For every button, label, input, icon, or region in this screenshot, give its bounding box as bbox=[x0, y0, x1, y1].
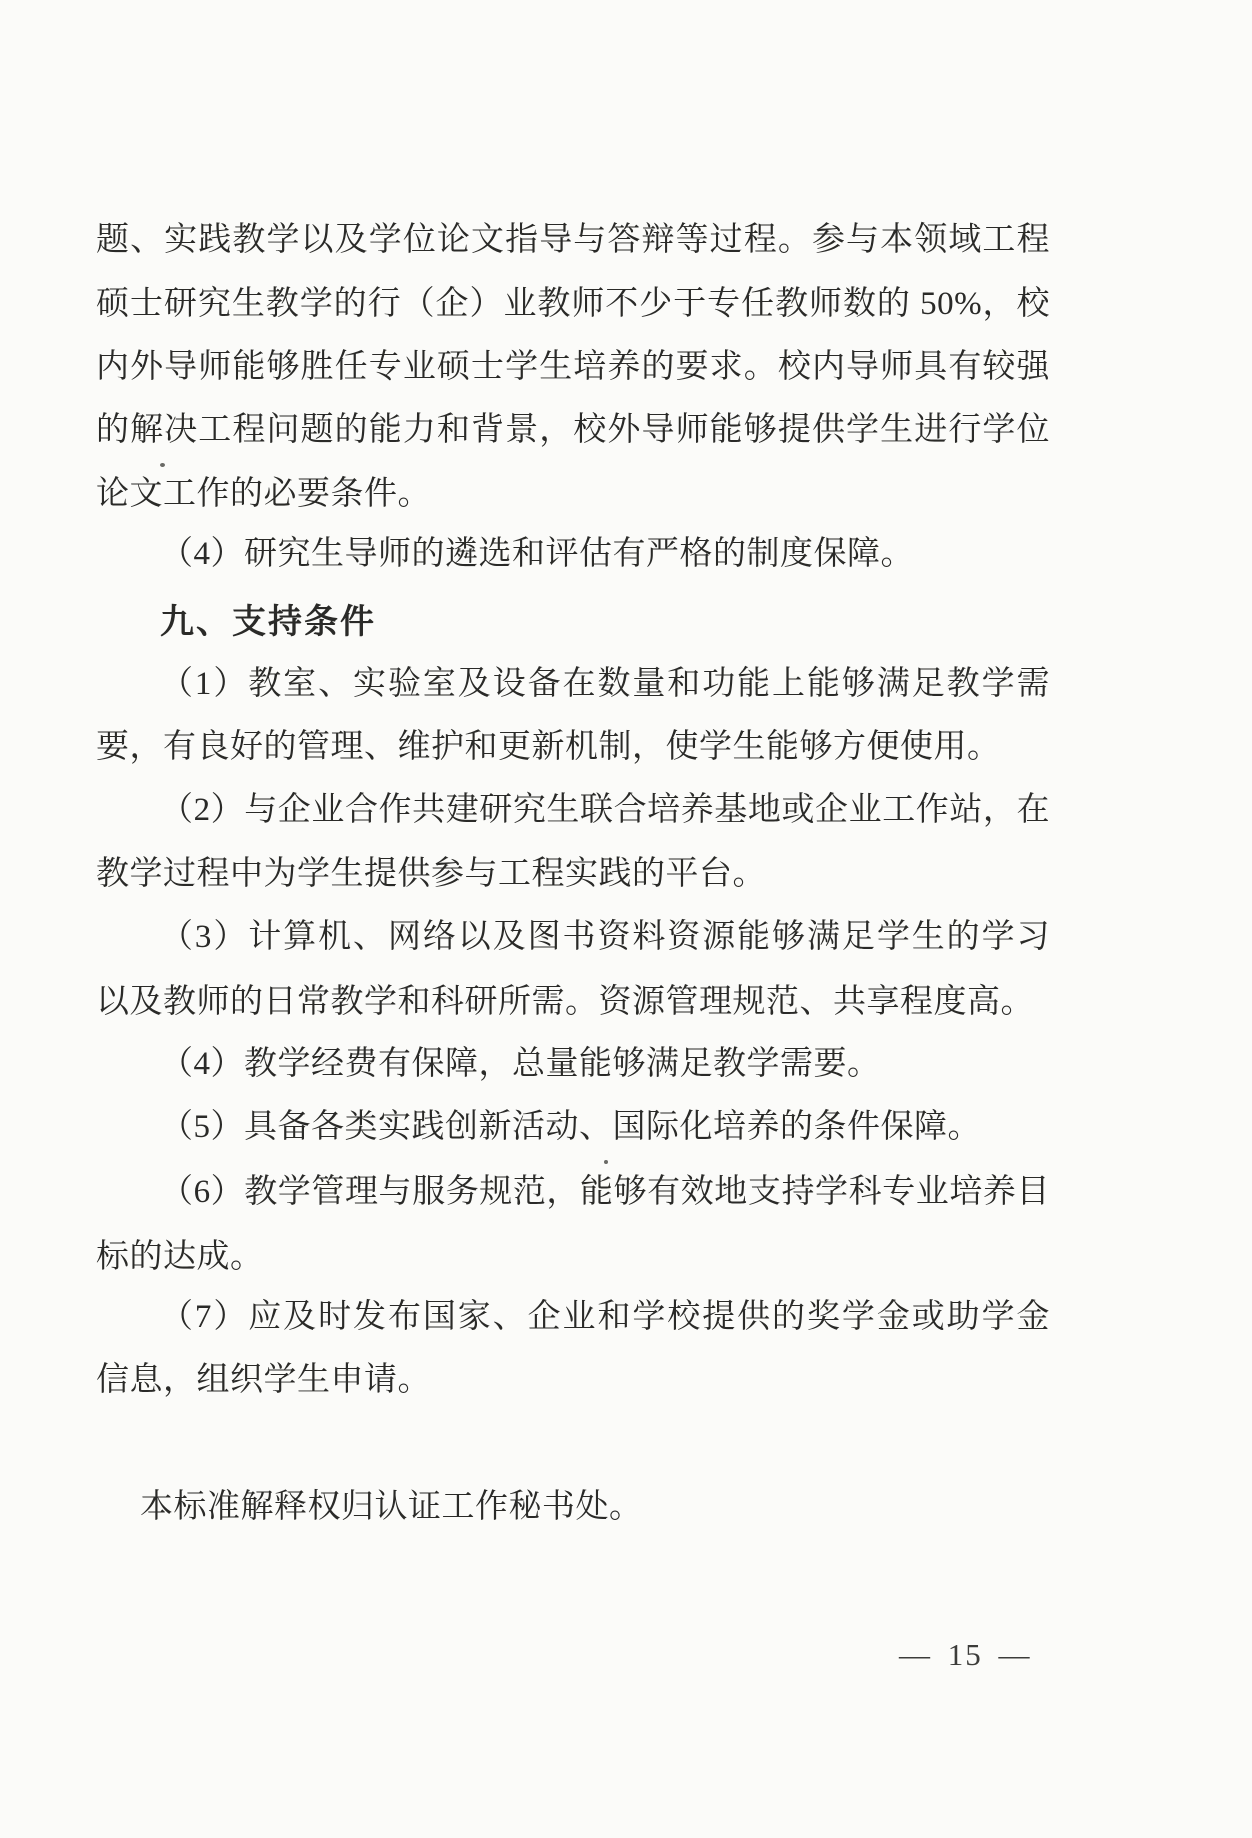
body-line: 要，有良好的管理、维护和更新机制，使学生能够方便使用。 bbox=[96, 729, 1001, 765]
body-line: 信息，组织学生申请。 bbox=[96, 1362, 431, 1398]
closing-note-line: 本标准解释权归认证工作秘书处。 bbox=[140, 1489, 643, 1525]
body-line: 以及教师的日常教学和科研所需。资源管理规范、共享程度高。 bbox=[96, 984, 1034, 1020]
scan-speck bbox=[160, 463, 165, 467]
list-item: （1）教室、实验室及设备在数量和功能上能够满足教学需 bbox=[160, 666, 1050, 702]
body-line: 论文工作的必要条件。 bbox=[96, 476, 431, 512]
list-item: （4）教学经费有保障，总量能够满足教学需要。 bbox=[160, 1046, 881, 1082]
list-item: （5）具备各类实践创新活动、国际化培养的条件保障。 bbox=[160, 1109, 981, 1145]
body-line: 标的达成。 bbox=[96, 1239, 264, 1275]
body-line: 题、实践教学以及学位论文指导与答辩等过程。参与本领域工程 bbox=[96, 222, 1050, 258]
footer-page-number: — 15 — bbox=[899, 1637, 1032, 1672]
list-item: （7）应及时发布国家、企业和学校提供的奖学金或助学金 bbox=[160, 1299, 1050, 1335]
body-line: 的解决工程问题的能力和背景，校外导师能够提供学生进行学位 bbox=[96, 412, 1050, 448]
list-item: （2）与企业合作共建研究生联合培养基地或企业工作站，在 bbox=[160, 792, 1050, 828]
scan-speck bbox=[604, 1160, 608, 1164]
body-line: 硕士研究生教学的行（企）业教师不少于专任教师数的 50%，校 bbox=[96, 286, 1050, 322]
body-line: 教学过程中为学生提供参与工程实践的平台。 bbox=[96, 856, 766, 892]
body-line: 内外导师能够胜任专业硕士学生培养的要求。校内导师具有较强 bbox=[96, 349, 1050, 385]
list-item: （6）教学管理与服务规范，能够有效地支持学科专业培养目 bbox=[160, 1174, 1050, 1210]
body-line: （4）研究生导师的遴选和评估有严格的制度保障。 bbox=[160, 536, 914, 572]
section-heading: 九、支持条件 bbox=[160, 603, 376, 641]
list-item: （3）计算机、网络以及图书资料资源能够满足学生的学习 bbox=[160, 919, 1050, 955]
